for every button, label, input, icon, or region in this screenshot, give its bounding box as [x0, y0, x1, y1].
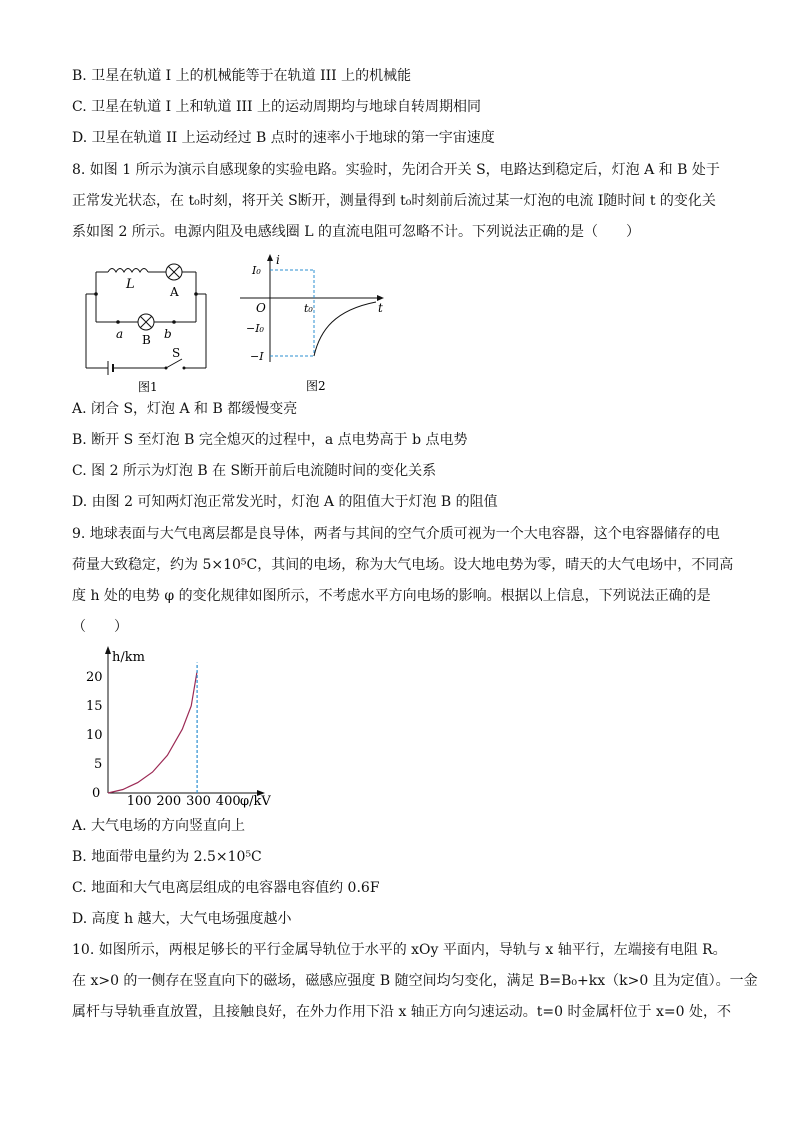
x-tick-label: 300: [186, 794, 211, 809]
label-A: A: [170, 285, 179, 299]
q8-stem-line-3: 系如图 2 所示。电源内阻及电感线圈 L 的直流电阻可忽略不计。下列说法正确的是（ ）: [72, 224, 641, 240]
q9-chart-h-vs-phi: [84, 645, 284, 810]
q9-option-c: C. 地面和大气电离层组成的电容器电容值约 0.6F: [72, 880, 380, 896]
label-L: L: [126, 277, 135, 292]
y-tick-label: 15: [86, 699, 103, 714]
q10-stem-line-1: 10. 如图所示，两根足够长的平行金属导轨位于水平的 xOy 平面内，导轨与 x 轴平行，左端接有电阻 R。: [72, 942, 727, 958]
q8-option-c: C. 图 2 所示为灯泡 B 在 S断开前后电流随时间的变化关系: [72, 463, 437, 479]
q8-option-a: A. 闭合 S，灯泡 A 和 B 都缓慢变亮: [72, 401, 298, 417]
q8-figure-2-graph: [240, 250, 390, 396]
q9-option-d: D. 高度 h 越大，大气电场强度越小: [72, 911, 292, 927]
q10-stem-line-3: 属杆与导轨垂直放置，且接触良好，在外力作用下沿 x 轴正方向匀速运动。t=0 时金属杆位于 x=0 处，不: [72, 1004, 731, 1020]
q8-figure-1-circuit: [78, 258, 218, 396]
q9-stem-line-3: 度 h 处的电势 φ 的变化规律如图所示，不考虑水平方向电场的影响。根据以上信息，下列说法正确的是: [72, 588, 711, 604]
y-tick-label: 10: [86, 728, 103, 743]
q7-option-c: C. 卫星在轨道 I 上和轨道 III 上的运动周期均与地球自转周期相同: [72, 99, 482, 115]
series-line-h-vs-phi: [108, 671, 197, 793]
tick-neg-I: −I: [250, 350, 264, 363]
x-tick-label: 400: [215, 794, 241, 809]
x-tick-label: 200: [156, 794, 182, 809]
q8-stem-line-2: 正常发光状态，在 t₀时刻，将开关 S断开，测量得到 t₀时刻前后流过某一灯泡的电流 I随时间 t 的变化关: [72, 193, 716, 209]
label-B: B: [142, 333, 151, 347]
chart-axes: [108, 651, 260, 793]
q9-option-a: A. 大气电场的方向竖直向上: [72, 818, 246, 834]
q7-option-b: B. 卫星在轨道 I 上的机械能等于在轨道 III 上的机械能: [72, 68, 412, 84]
q7-option-d: D. 卫星在轨道 II 上运动经过 B 点时的速率小于地球的第一宇宙速度: [72, 130, 495, 146]
figure-1-caption: 图1: [138, 380, 158, 394]
label-a: a: [116, 327, 124, 341]
origin-zero-label: 0: [92, 786, 101, 801]
q8-option-b: B. 断开 S 至灯泡 B 完全熄灭的过程中，a 点电势高于 b 点电势: [72, 432, 468, 448]
figure-2-caption: 图2: [306, 379, 326, 393]
q9-stem-line-1: 9. 地球表面与大气电离层都是良导体，两者与其间的空气介质可视为一个大电容器，这个电容器储存的电: [72, 526, 720, 542]
y-tick-label: 20: [86, 670, 103, 685]
tick-I0: I₀: [252, 264, 261, 277]
label-b: b: [164, 327, 172, 341]
tick-t0: t₀: [304, 302, 313, 315]
axis-i-label: i: [276, 253, 280, 267]
axis-t-label: t: [378, 301, 383, 315]
x-axis-label: φ/kV: [240, 794, 271, 809]
y-tick-label: 5: [94, 757, 103, 772]
tick-neg-I0: −I₀: [246, 322, 264, 335]
origin-label: O: [256, 301, 266, 315]
label-S: S: [172, 346, 181, 360]
q9-option-b: B. 地面带电量约为 2.5×10⁵C: [72, 849, 262, 865]
q10-stem-line-2: 在 x>0 的一侧存在竖直向下的磁场，磁感应强度 B 随空间均匀变化，满足 B=B₀+kx（k>0 且为定值）。一金: [72, 973, 758, 989]
x-tick-label: 100: [126, 794, 152, 809]
y-axis-label: h/km: [112, 650, 145, 665]
q9-stem-line-2: 荷量大致稳定，约为 5×10⁵C，其间的电场，称为大气电场。设大地电势为零，晴天的大气电场中，不同高: [72, 557, 734, 573]
q8-option-d: D. 由图 2 可知两灯泡正常发光时，灯泡 A 的阻值大于灯泡 B 的阻值: [72, 494, 498, 510]
q9-stem-line-4: （ ）: [72, 619, 128, 635]
q8-stem-line-1: 8. 如图 1 所示为演示自感现象的实验电路。实验时，先闭合开关 S，电路达到稳定后，灯泡 A 和 B 处于: [72, 162, 720, 178]
y-axis-arrow: [105, 646, 111, 654]
